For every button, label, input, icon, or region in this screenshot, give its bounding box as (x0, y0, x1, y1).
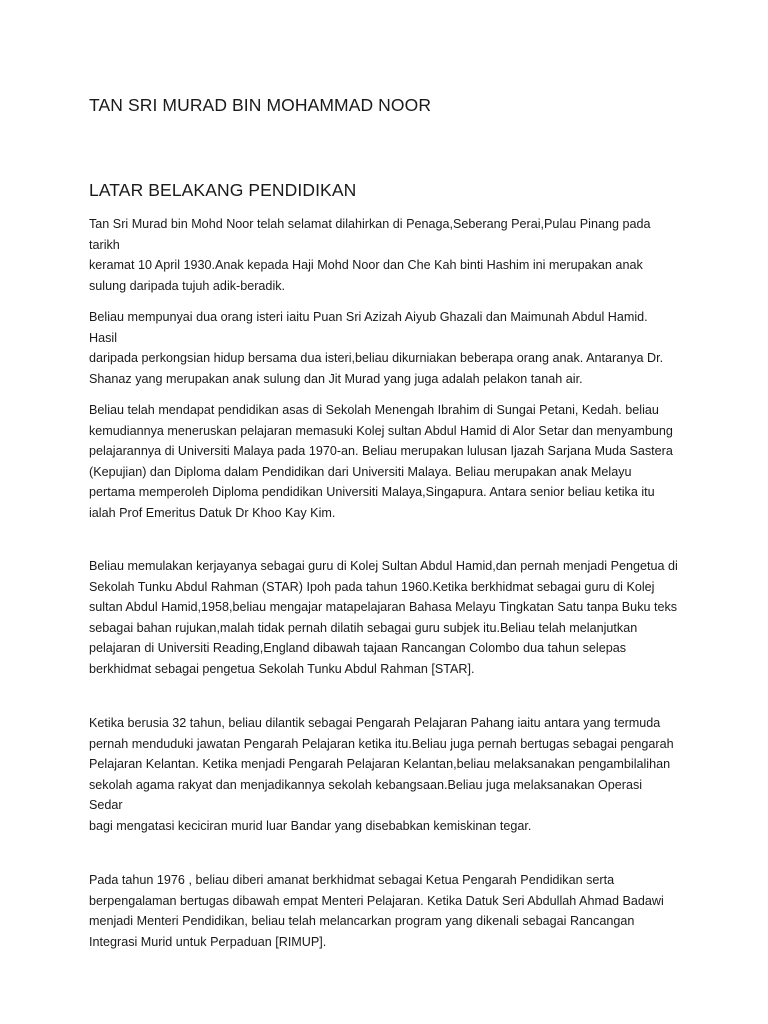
document-body (89, 93, 679, 952)
paragraph-career-teacher: Beliau memulakan kerjayanya sebagai guru di Kolej Sultan Abdul Hamid,dan pernah menjadi Pengetua di Sekolah Tunku Abdul Rahman (STAR) Ipoh pada tahun 1960.Ketika berkhidmat sebagai guru di Kolej sultan Abdul Hamid,1958,beliau mengajar matapelajaran Bahasa Melayu Tingkatan Satu tanpa Buku teks sebagai bahan rujukan,malah tidak pernah dilatih sebagai guru subjek itu.Beliau telah melanjutkan pelajaran di Universiti Reading,England dibawah tajaan Rancangan Colombo dua tahun selepas berkhidmat sebagai pengetua Sekolah Tunku Abdul Rahman [STAR]. (89, 559, 678, 676)
document-title: TAN SRI MURAD BIN MOHAMMAD NOOR (89, 95, 432, 115)
paragraph-career-director: Ketika berusia 32 tahun, beliau dilantik sebagai Pengarah Pelajaran Pahang iaitu antara yang termuda pernah menduduki jawatan Pengarah Pelajaran ketika itu.Beliau juga pernah bertugas sebagai pengarah Pelajaran Kelantan. Ketika menjadi Pengarah Pelajaran Kelantan,beliau melaksanakan pengambilalihan sekolah agama rakyat dan menjadikannya sekolah kebangsaan.Beliau juga melaksanakan Operasi Sedar bagi mengatasi keciciran murid luar Bandar yang disebabkan kemiskinan tegar. (89, 716, 674, 833)
section-heading: LATAR BELAKANG PENDIDIKAN (89, 180, 357, 200)
paragraph-birth: Tan Sri Murad bin Mohd Noor telah selamat dilahirkan di Penaga,Seberang Perai,Pulau Pinang pada tarikh keramat 10 April 1930.Anak kepada Haji Mohd Noor dan Che Kah binti Hashim ini merupakan anak sulung daripada tujuh adik-beradik. (89, 217, 651, 293)
paragraph-education: Beliau telah mendapat pendidikan asas di Sekolah Menengah Ibrahim di Sungai Petani, Kedah. beliau kemudiannya meneruskan pelajaran memasuki Kolej sultan Abdul Hamid di Alor Setar dan menyambung pelajarannya di Universiti Malaya pada 1970-an. Beliau merupakan lulusan Ijazah Sarjana Muda Sastera (Kepujian) dan Diploma dalam Pendidikan dari Universiti Malaya. Beliau merupakan anak Melayu pertama memperoleh Diploma pendidikan Universiti Malaya,Singapura. Antara senior beliau ketika itu ialah Prof Emeritus Datuk Dr Khoo Kay Kim. (89, 403, 673, 520)
paragraph-family: Beliau mempunyai dua orang isteri iaitu Puan Sri Azizah Aiyub Ghazali dan Maimunah Abdul Hamid. Hasil daripada perkongsian hidup bersama dua isteri,beliau dikurniakan beberapa orang anak. Antaranya Dr. Shanaz yang merupakan anak sulung dan Jit Murad yang juga adalah pelakon tanah air. (89, 310, 664, 386)
paragraph-director-general: Pada tahun 1976 , beliau diberi amanat berkhidmat sebagai Ketua Pengarah Pendidikan serta berpengalaman bertugas dibawah empat Menteri Pelajaran. Ketika Datuk Seri Abdullah Ahmad Badawi menjadi Menteri Pendidikan, beliau telah melancarkan program yang dikenali sebagai Rancangan Integrasi Murid untuk Perpaduan [RIMUP]. (89, 873, 664, 949)
